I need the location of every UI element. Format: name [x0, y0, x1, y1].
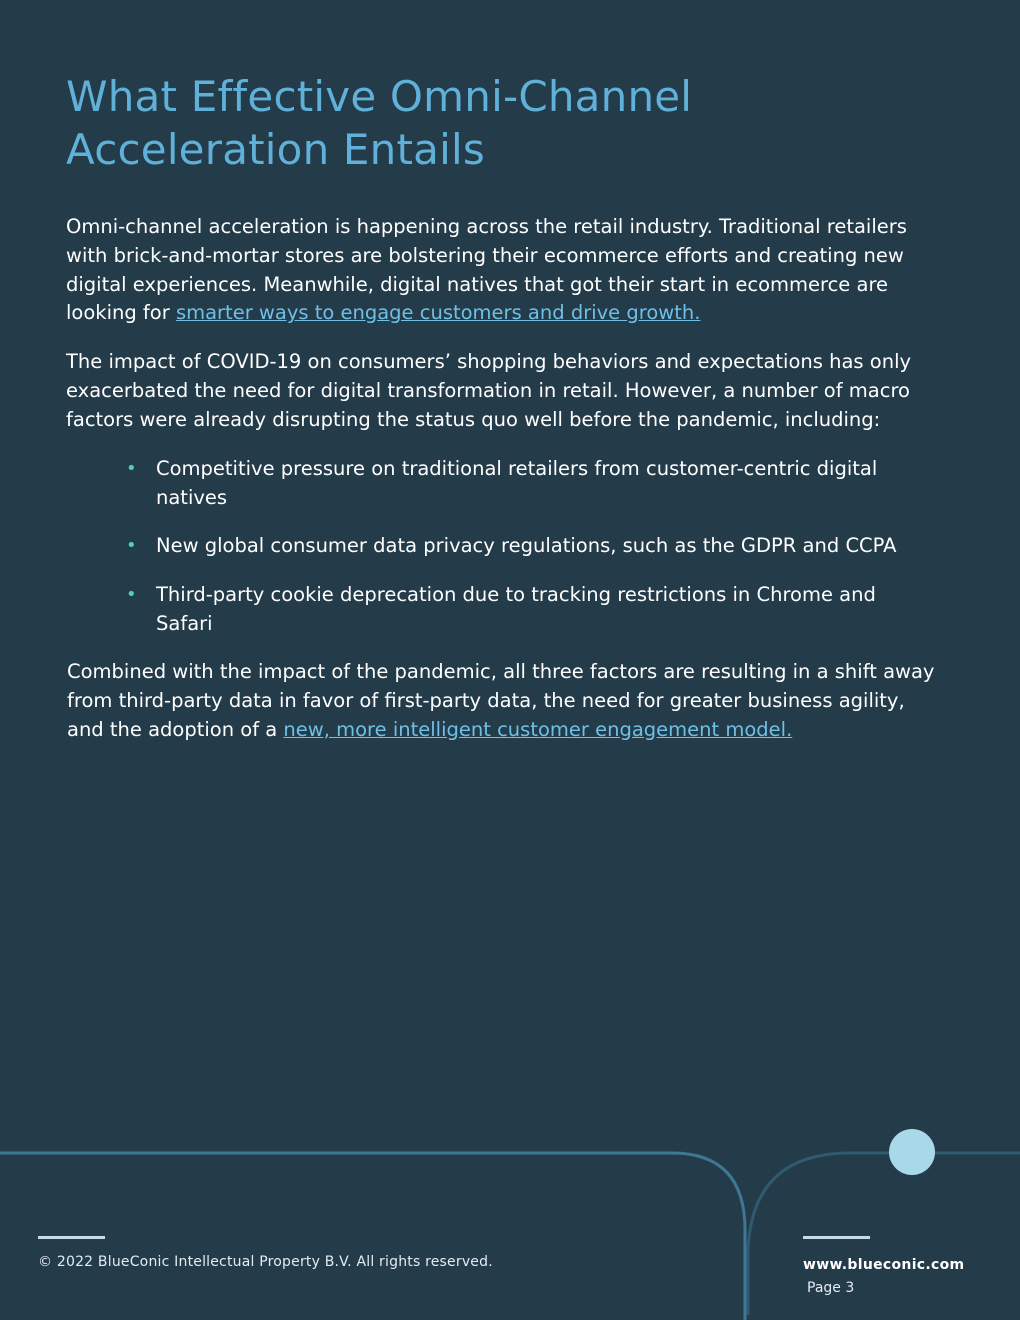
list-item: [126, 581, 926, 639]
covid-impact-paragraph: The impact of COVID-19 on consumers’ shopping behaviors and expectations has only exacerbated the need for digital transformation in retail. However, a number of macro factors were already disrupting the status quo well before the pandemic, including:: [66, 350, 912, 431]
decorative-circle: [889, 1129, 935, 1175]
list-item-text: Third-party cookie deprecation due to tracking restrictions in Chrome and Safari: [156, 583, 876, 636]
footer-decoration: [0, 1120, 1020, 1320]
footer-curve-line-right: [748, 1153, 1020, 1315]
conclusion-paragraph: [67, 658, 947, 744]
macro-factors-list: [126, 455, 926, 639]
copyright-text: © 2022 BlueConic Intellectual Property B.V. All rights reserved.: [38, 1254, 493, 1270]
website-link[interactable]: www.blueconic.com: [803, 1257, 965, 1273]
intro-paragraph-text: Omni-channel acceleration is happening across the retail industry. Traditional retailers with brick-and-mortar stores are bolstering their ecommerce efforts and creating new digital experiences. Meanwhile, digital natives that got their start in ecommerce are looking for: [66, 215, 907, 325]
list-item: [126, 455, 926, 513]
bullet-icon: •: [126, 534, 137, 556]
engagement-model-link[interactable]: new, more intelligent customer engagement model.: [283, 717, 793, 741]
page-title: What Effective Omni-Channel Acceleration Entails: [66, 72, 693, 174]
footer-rule-right: [803, 1236, 870, 1239]
footer-rule-left: [38, 1236, 105, 1239]
bullet-icon: •: [126, 584, 137, 606]
bullet-icon: •: [126, 458, 137, 479]
conclusion-paragraph-text: Combined with the impact of the pandemic, all three factors are resulting in a shift away from third-party data in favor of first-party data, the need for greater business agility, and the adoption of a: [67, 660, 935, 741]
footer-curve-line: [0, 1153, 745, 1320]
list-item-text: New global consumer data privacy regulations, such as the GDPR and CCPA: [156, 533, 897, 557]
intro-paragraph: [66, 213, 946, 328]
smarter-ways-link[interactable]: smarter ways to engage customers and drive growth.: [175, 301, 701, 325]
list-item: [126, 532, 926, 561]
page-number: Page 3: [807, 1280, 855, 1296]
list-item-text: Competitive pressure on traditional retailers from customer-centric digital natives: [156, 457, 878, 509]
